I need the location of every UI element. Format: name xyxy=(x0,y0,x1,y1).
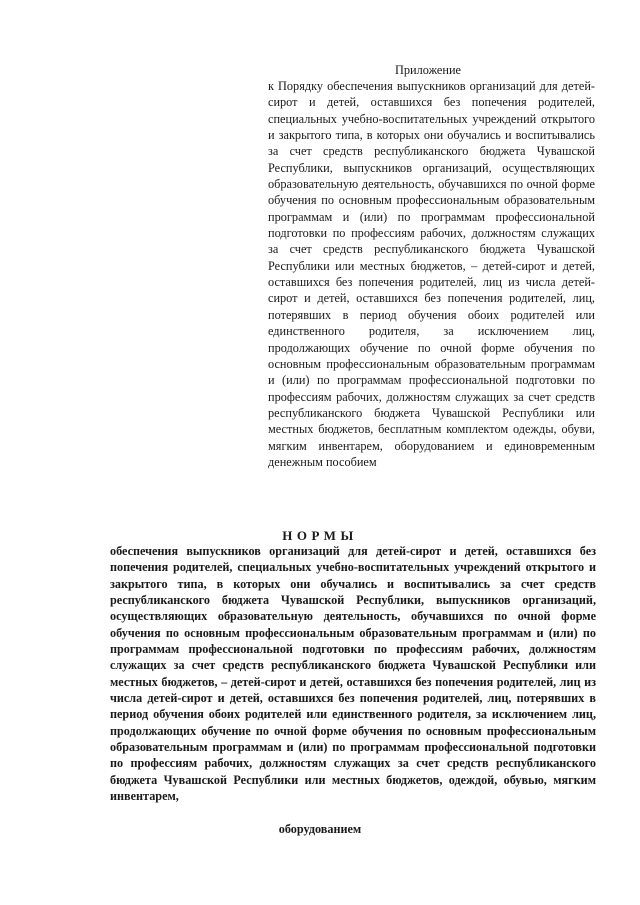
norms-text: обеспечения выпускников организаций для детей-сирот и детей, оставшихся без попечения родителей, специальных учебно-воспитательных учреждений открытого и закрытого типа, в которых они обучались и воспитывались за счет средств республиканского бюджета Чувашской Республики, выпускников организаций, осуществляющих образовательную деятельность, обучавшихся по очной форме обучения по основным профессиональным образовательным программам и (или) по программам профессиональной подготовки по профессиям рабочих, должностям служащих за счет средств республиканского бюджета Чувашской Республики или местных бюджетов, – детей-сирот и детей, оставшихся без попечения родителей, лиц из числа детей-сирот и детей, оставшихся без попечения родителей, лиц, потерявших в период обучения обоих родителей или единственного родителя, за исключением лиц, продолжающих обучение по очной форме обучения по основным профессиональным образовательным программам и (или) по программам профессиональной подготовки по профессиям рабочих, должностям служащих за счет средств республиканского бюджета Чувашской Республики или местных бюджетов, одеждой, обувью, мягким инвентарем, xyxy=(110,544,596,804)
norms-title: НОРМЫ xyxy=(282,528,358,543)
appendix-text: к Порядку обеспечения выпускников организаций для детей-сирот и детей, оставшихся без попечения родителей, специальных учебно-воспитательных учреждений открытого и закрытого типа, в которых они обучались и воспитывались за счет средств республиканского бюджета Чувашской Республики, выпускников организаций, осуществляющих образовательную деятельность, обучавшихся по очной форме обучения по основным профессиональным образовательным программам и (или) по программам профессиональной подготовки по профессиям рабочих, должностям служащих за счет средств республиканского бюджета Чувашской Республики или местных бюджетов, – детей-сирот и детей, оставшихся без попечения родителей, лиц из числа детей-сирот и детей, оставшихся без попечения родителей, лиц, потерявших в период обучения обоих родителей или единственного родителя, за исключением лиц, продолжающих обучение по очной форме обучения по основным профессиональным образовательным программам и (или) по программам профессиональной подготовки по профессиям рабочих, должностям служащих за счет средств республиканского бюджета Чувашской Республики или местных бюджетов, бесплатным комплектом одежды, обуви, мягким инвентарем, оборудованием и единовременным денежным пособием xyxy=(268,79,595,469)
appendix-title: Приложение xyxy=(395,63,461,77)
norms-last-line: оборудованием xyxy=(278,822,362,836)
